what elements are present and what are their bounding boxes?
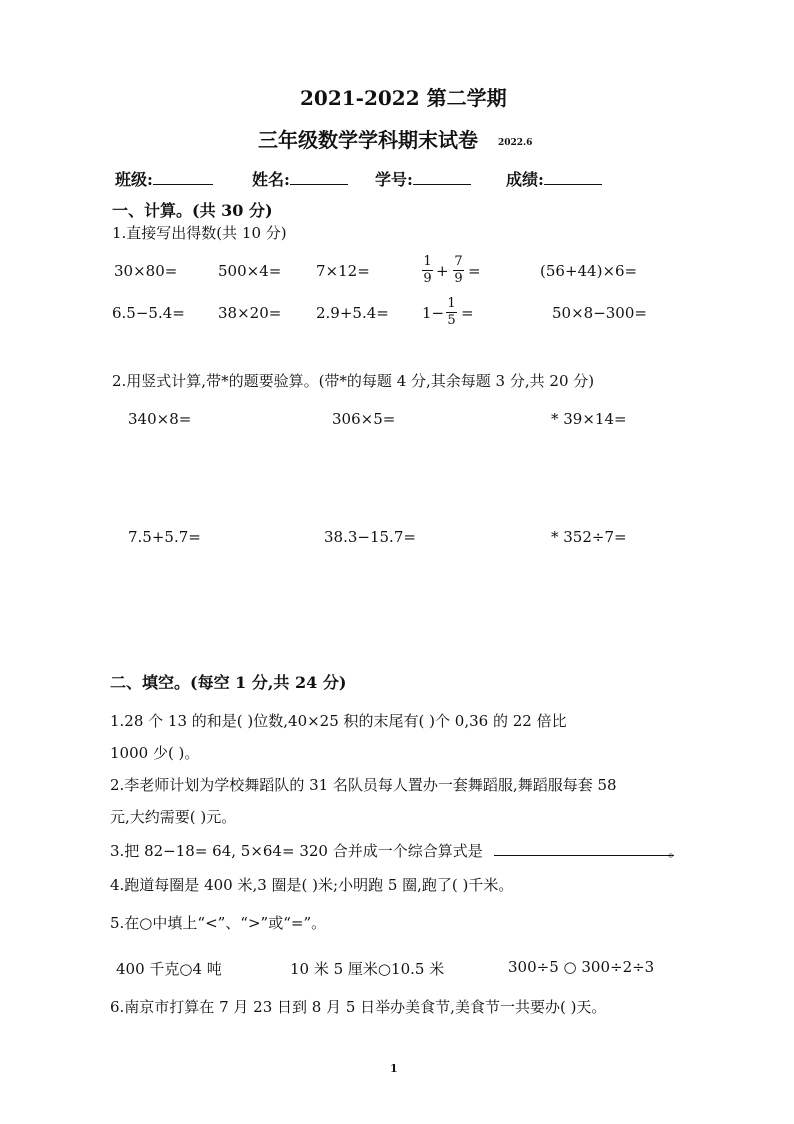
q2-title: 2.用竖式计算,带*的题要验算。(带*的每题 4 分,其余每题 3 分,共 20 分) [112, 372, 595, 390]
calc-item: 38×20= [218, 304, 282, 322]
calc-item: 7×12= [316, 262, 370, 280]
number-label: 学号: [375, 170, 413, 189]
calc-item: 6.5−5.4= [112, 304, 185, 322]
fill-q5: 5.在○中填上“<”、“>”或“=”。 [110, 914, 327, 932]
plus-sign: + [436, 262, 449, 280]
page-number: 1 [390, 1062, 398, 1075]
vertical-calc-item: 38.3−15.7= [324, 528, 416, 546]
fill-q4: 4.跑道每圈是 400 米,3 圈是( )米;小明跑 5 圈,跑了( )千米。 [110, 876, 514, 894]
vertical-calc-item: 306×5= [332, 410, 396, 428]
score-label: 成绩: [506, 170, 544, 189]
fill-q3-end: 。 [668, 842, 684, 860]
fill-q1-line1: 1.28 个 13 的和是( )位数,40×25 积的末尾有( )个 0,36 的 22 倍比 [110, 712, 567, 730]
fill-q6: 6.南京市打算在 7 月 23 日到 8 月 5 日举办美食节,美食节一共要办( )天。 [110, 998, 607, 1016]
exam-date: 2022.6 [498, 138, 533, 148]
fraction-one-ninth: 1 9 [423, 254, 432, 286]
fill-q1-line2: 1000 少( )。 [110, 744, 200, 762]
one-minus: 1− [422, 304, 445, 322]
fill-q2-line2: 元,大约需要( )元。 [110, 808, 237, 826]
class-blank[interactable] [153, 170, 213, 185]
fill-q3: 3.把 82−18= 64, 5×64= 320 合并成一个综合算式是 [110, 842, 483, 860]
section2-heading: 二、填空。(每空 1 分,共 24 分) [110, 673, 347, 692]
score-field [506, 167, 602, 190]
fraction-one-fifth: 1 5 [447, 296, 456, 328]
class-field [115, 167, 213, 190]
calc-item: 2.9+5.4= [316, 304, 389, 322]
name-field [252, 167, 348, 190]
vertical-calc-item: * 352÷7= [551, 528, 627, 546]
fill-q3-answer-line[interactable] [494, 855, 674, 856]
vertical-calc-item: 7.5+5.7= [128, 528, 201, 546]
equals-sign: = [468, 262, 481, 280]
calc-item: (56+44)×6= [540, 262, 638, 280]
exam-title-line1: 2021-2022 第二学期 [300, 86, 507, 110]
compare-item: 400 千克○4 吨 [116, 960, 222, 978]
vertical-calc-item: * 39×14= [551, 410, 627, 428]
vertical-calc-item: 340×8= [128, 410, 192, 428]
fraction-seven-ninths: 7 9 [454, 254, 463, 286]
section1-heading: 一、计算。(共 30 分) [112, 201, 273, 220]
calc-item: 50×8−300= [552, 304, 647, 322]
calc-item: 500×4= [218, 262, 282, 280]
calc-item: 30×80= [114, 262, 178, 280]
equals-sign: = [461, 304, 474, 322]
number-field [375, 167, 471, 190]
fill-q2-line1: 2.李老师计划为学校舞蹈队的 31 名队员每人置办一套舞蹈服,舞蹈服每套 58 [110, 776, 617, 794]
compare-item: 10 米 5 厘米○10.5 米 [290, 960, 445, 978]
q1-title: 1.直接写出得数(共 10 分) [112, 224, 287, 242]
class-label: 班级: [115, 170, 153, 189]
name-blank[interactable] [290, 170, 348, 185]
name-label: 姓名: [252, 170, 290, 189]
exam-title-line2: 三年级数学学科期末试卷 [258, 128, 478, 152]
score-blank[interactable] [544, 170, 602, 185]
number-blank[interactable] [413, 170, 471, 185]
compare-item: 300÷5 ○ 300÷2÷3 [508, 958, 655, 976]
